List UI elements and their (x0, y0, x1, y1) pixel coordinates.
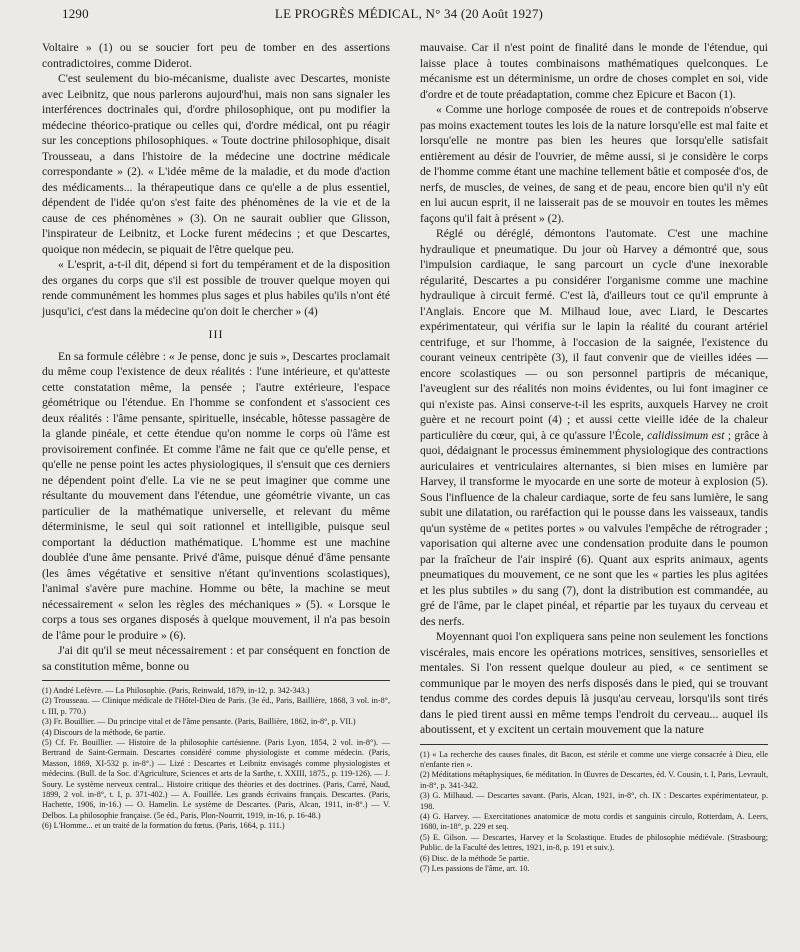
text-span: Réglé ou déréglé, démontons l'automate. C'est une machine hydraulique et pneumatique. Du jour où Harvey a démontré que, sous l'impulsion cardiaque, le sang parcourt un cycle d'une inexorable régularité, Descartes a pu considérer l'organisme comme une machine hydraulique à circuit fermé. C'est là, d'ailleurs tout ce qu'il emprunte à l'Anglais. Encore que M. Milhaud loue, avec Liard, le Descartes expérimentateur, qui vérifia sur le lapin la réalité du courant artériel centrifuge, et sur l'homme, à l'occasion de la saignée, l'existence du courant veineux centripète (3), il faut convenir que de vieilles idées — encore scolastiques — ou son personnel partipris de mécanique, l'aveuglent sur des réalités non moins évidentes, ou lui font imaginer ce qui n'existe pas. Ainsi conserve-t-il les esprits, auxquels Harvey ne croit guère et ne recourt point (4) ; et aussi cette vieille idée de la chaleur particulière du cœur, qui, à ce qu'assure l'École, (420, 227, 768, 442)
footnote-divider (420, 744, 768, 745)
paragraph: En sa formule célèbre : « Je pense, donc je suis », Descartes proclamait du même coup l'existence de deux réalités : l'une intérieure, et qu'atteste cette constatation même, la pensée ; l'autre extérieure, l'espace géométrique ou l'étendue. En l'homme se confondent et s'associent ces deux réalités : l'âme pensante, spirituelle, insécable, hôtesse passagère de la glande pinéale, et cette étendue qu'on nomme le corps où l'âme est provisoirement confinée. Et comme l'âme ne fait que ce qu'elle pense, et qu'elle ne pense point les actes physiologiques, il s'ensuit que ces derniers ne dépendent point d'elle. La vie ne se peut imaginer que comme une résultante du mouvement dans l'étendue, une géométrie vivante, un cas particulier de la mathématique universelle, et relevant du même déterminisme, le seul qui soit rationnel et intelligible, puisque seul comportant la déduction mathématique. L'homme est une machine doublée d'une âme pensante. Privé d'âme, puisque dénué d'âme pensante (les âmes végétative et sensitive n'étant qu'inventions scolastiques), l'animal s'avère pure machine. Homme ou bête, la machine se meut nécessairement « selon les règles des méchaniques » (5). « Lorsque le corps a tous ses organes disposés à quelque mouvement, il n'a pas besoin de l'âme pour le produire » (6). (42, 349, 390, 642)
footnote: (4) G. Harvey. — Exercitationes anatomicæ de motu cordis et sanguinis circulo, Rotterdam, A. Leers, 1680, in-18°, p. 229 et seq. (420, 811, 768, 832)
italic-phrase: calidissimum est (647, 428, 725, 442)
footnote-divider (42, 680, 390, 681)
paragraph: J'ai dit qu'il se meut nécessairement : et par conséquent en fonction de sa constitution même, bonne ou (42, 644, 390, 673)
paragraph (420, 226, 768, 629)
paragraph: Moyennant quoi l'on expliquera sans peine non seulement les fonctions viscérales, mais encore les opérations motrices, sensitives, sensorielles et mentales. Si l'on ressent quelque douleur au pied, « ce sentiment se communique par le moyen des nerfs disposés dans le pied, qui se trouvant tendus comme des cordes depuis là jusqu'au cerveau, lorsqu'ils sont tirés dans le pied tirent aussi en même temps l'endroit du cerveau... auquel ils aboutissent, et y excitent un certain mouvement que la nature (420, 630, 768, 736)
paragraph: mauvaise. Car il n'est point de finalité dans le monde de l'étendue, qui laisse place à toutes combinaisons mathématiques quelconques. Le mécanisme est un déterminisme, un ordre de choses complet en soi, vide d'ordre et de toute préadaptation, comme chez Epicure et Bacon (1). (420, 41, 768, 101)
footnote: (1) « La recherche des causes finales, dit Bacon, est stérile et comme une vierge consacrée à Dieu, elle n'enfante rien ». (420, 749, 768, 769)
footnotes (42, 686, 390, 832)
footnote: (6) L'Homme... et un traité de la formation du fœtus. (Paris, 1664, p. 111.) (42, 821, 285, 831)
footnote: (7) Les passions de l'âme, art. 10. (420, 863, 530, 873)
page-header (62, 6, 756, 24)
page-number: 1290 (62, 6, 89, 21)
section-heading: III (208, 327, 224, 341)
paragraph: « Comme une horloge composée de roues et de contrepoids n'observe pas moins exactement toutes les lois de la nature lorsqu'elle est mal faite et lorsqu'elle ne montre pas bien les heures que lorsqu'elle satisfait entièrement au désir de l'ouvrier, de même aussi, si je considère le corps de l'homme comme étant une machine tellement bâtie et composée d'os, de nerfs, de muscles, de veines, de sang et de peau, encore bien qu'il n'y eût en lui aucun esprit, il ne laisserait pas de se mouvoir en toutes les mêmes façons qu'il fait à présent » (2). (420, 103, 769, 225)
footnote: (3) Fr. Bouillier. — Du principe vital et de l'âme pensante. (Paris, Baillière, 1862, in-8°, p. VII.) (42, 717, 356, 727)
footnote: (6) Disc. de la méthode 5e partie. (420, 853, 530, 863)
paragraph: Voltaire » (1) ou se soucier fort peu de tomber en des assertions contradictoires, comme Diderot. (42, 41, 390, 70)
footnote: (5) E. Gilson. — Descartes, Harvey et la Scolastique. Etudes de philosophie médiévale. (Strasbourg; Public. de la Faculté des lettres, 1921, in-8, p. 191 et suiv.). (420, 832, 768, 853)
right-column (420, 40, 768, 874)
footnote: (4) Discours de la méthode, 6e partie. (42, 727, 166, 737)
footnote: (2) Méditations métaphysiques, 6e méditation. In Œuvres de Descartes, éd. V. Cousin, t. I, Paris, Levrault, in-8°, p. 341-342. (420, 770, 768, 790)
footnotes (420, 750, 768, 875)
footnote: (3) G. Milhaud. — Descartes savant. (Paris, Alcan, 1921, in-8°, ch. IX : Descartes expérimentateur, p. 198. (420, 791, 768, 811)
paragraph: C'est seulement du bio-mécanisme, dualiste avec Descartes, moniste avec Leibnitz, que nous parlerons aujourd'hui, mais non sans signaler les interférences doctrinales qui, d'ordre philosophique, ont pu modifier la médecine théorico-pratique ou celles qui, d'ordre médical, ont pu réagir sur les conceptions philosophiques. « Toute doctrine philosophique, disait Trousseau, a dans l'histoire de la médecine une doctrine médicale correspondante » (2). « L'idée même de la maladie, et du mode d'action des médicaments... la thérapeutique dans ce qu'elle a de plus essentiel, dépendent de l'idée qu'on s'est faite des phénomènes de la vie et de la cause de ces phénomènes » (3). On ne saurait oublier que Glisson, l'inspirateur de Leibnitz, et Locke furent médecins ; et que Descartes, quoique non médecin, se piquait de l'être quelque peu. (42, 72, 390, 256)
journal-title: LE PROGRÈS MÉDICAL, N° 34 (20 Août 1927) (274, 6, 544, 21)
footnote: (5) Cf. Fr. Bouillier. — Histoire de la philosophie cartésienne. (Paris Lyon, 1854, 2 vol. in-8°). — Bertrand de Saint-Germain. Descartes considéré comme physiologiste et comme médecin. (Paris, Masson, 1869, XI-532 p. in-8°.) — Lizé : Descartes et Leibnitz envisagés comme physiologistes et médecins. (Bull. de la Soc. d'Agriculture, Sciences et arts de la Sarthe, t. XXIII, 1875., p. 119-126). — J. Soury. Le système nerveux central... Histoire critique des théories et des doctrines. (Paris, Carré, Naud, 1899, 2 vol. in-8°, t. I, p. 371-402.) — A. Fouillée. Les grands écrivains français. Descartes. (Paris, Hachette, 1906, in-16.) — O. Hamelin. Le système de Descartes. (Paris, Alcan, 1911, in-8°.) — V. Delbos. La philosophie française. (5e éd., Paris, Plon-Nourrit, 1919, in-16, p. 16-48.) (42, 738, 390, 820)
text-span: ; grâce à quoi, dédaignant le processus éminemment physiologique des contractions auriculaires et ventriculaires alternantes, si bien mises en lumière par Harvey, il transforme le myocarde en une sorte de moteur à explosion (5). Sous l'influence de la chaleur cardiaque, sorte de feu sans lumière, le sang subit une dilatation, ou raréfaction qui le pousse dans les vaisseaux, tandis qu'un système de « petites portes » ou valvules l'empêche de rétrograder ; vaporisation qui alterne avec une condensation produite dans le poumon par la fraîcheur de l'air inspiré (6). Quant aux esprits animaux, agents pneumatiques du mouvement, ce ne sont que les « parties les plus agitées et les plus subtiles » du sang (7), dont la distribution est commandée, au gré de l'âme, par le clapet pinéal, et répartie par les tuyaux du cerveau et des nerfs. (420, 428, 768, 628)
footnote: (2) Trousseau. — Clinique médicale de l'Hôtel-Dieu de Paris. (3e éd., Paris, Baillière, 1868, 3 vol. in-8°, t. III, p. 770.) (42, 696, 390, 716)
paragraph: « L'esprit, a-t-il dit, dépend si fort du tempérament et de la disposition des organes du corps que s'il est possible de trouver quelque moyen qui rende communément les hommes plus sages et plus habiles qu'ils n'ont été jusqu'ici, c'est dans la médecine qu'on doit le chercher » (4) (42, 258, 390, 318)
left-column (42, 40, 390, 832)
footnote: (1) André Lefèvre. — La Philosophie. (Paris, Reinwald, 1879, in-12, p. 342-343.) (42, 686, 310, 695)
